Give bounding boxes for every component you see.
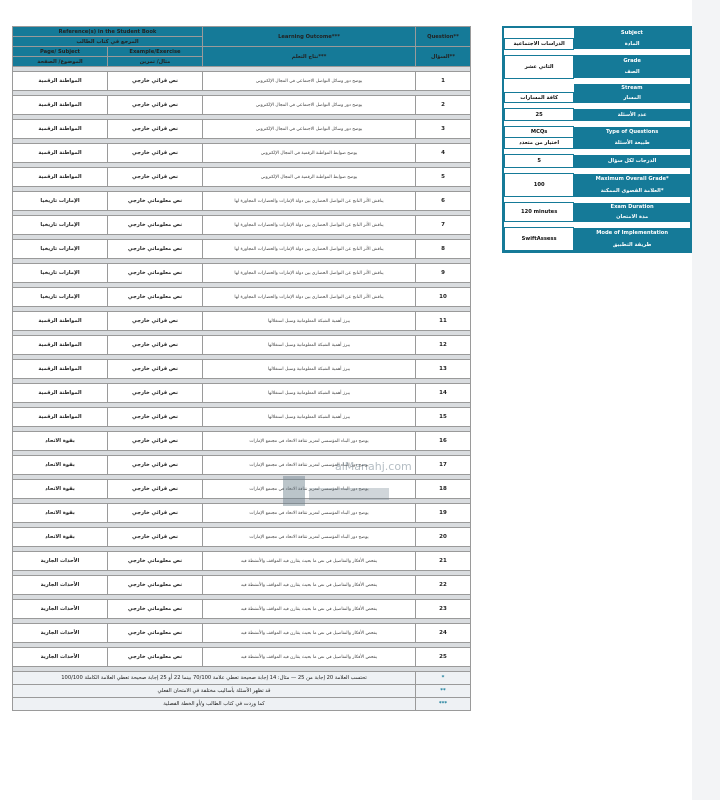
example-header-ar: مثال/ تمرين	[108, 57, 203, 67]
row-learning-outcome: يناقش الأثر الناتج عن التواصل الحضاري بين دولة الإمارات والحضارات المجاورة لها	[203, 240, 416, 259]
row-example: نص معلوماتي خارجي	[108, 192, 203, 211]
table-row	[13, 456, 471, 475]
duration-label-ar: مدة الامتحان	[574, 212, 690, 222]
row-example: نص قرائي خارجي	[108, 528, 203, 547]
row-learning-outcome: يبرز أهمية الشبكة المعلوماتية وسبل استغلالها	[203, 336, 416, 355]
row-subject: الإمارات تاريخيا	[13, 192, 108, 211]
exam-structure-sheet	[12, 26, 470, 711]
row-question-number: 14	[416, 384, 471, 403]
row-question-number: 17	[416, 456, 471, 475]
row-subject: الأحداث الجارية	[13, 600, 108, 619]
table-row	[13, 96, 471, 115]
row-subject: بقوة الاتحاد	[13, 480, 108, 499]
subject-label-ar: المادة	[574, 38, 690, 49]
max-grade-value: 100	[505, 174, 574, 197]
row-question-number: 18	[416, 480, 471, 499]
exam-info-table	[504, 28, 690, 251]
mode-value: SwiftAssess	[505, 228, 574, 251]
row-question-number: 24	[416, 624, 471, 643]
row-subject: المواطنة الرقمية	[13, 96, 108, 115]
row-example: نص قرائي خارجي	[108, 360, 203, 379]
table-row	[13, 120, 471, 139]
table-row	[13, 312, 471, 331]
footnote-row	[13, 698, 471, 711]
row-subject: المواطنة الرقمية	[13, 72, 108, 91]
table-row	[13, 600, 471, 619]
row-question-number: 22	[416, 576, 471, 595]
grade-label-en: Grade	[574, 55, 690, 67]
row-example: نص معلوماتي خارجي	[108, 576, 203, 595]
row-question-number: 3	[416, 120, 471, 139]
row-learning-outcome: يناقش الأثر الناتج عن التواصل الحضاري بين دولة الإمارات والحضارات المجاورة لها	[203, 288, 416, 307]
row-learning-outcome: يبرز أهمية الشبكة المعلوماتية وسبل استغلالها	[203, 360, 416, 379]
row-question-number: 7	[416, 216, 471, 235]
table-row	[13, 72, 471, 91]
row-question-number: 15	[416, 408, 471, 427]
row-example: نص قرائي خارجي	[108, 120, 203, 139]
row-example: نص معلوماتي خارجي	[108, 264, 203, 283]
row-learning-outcome: يناقش الأثر الناتج عن التواصل الحضاري بين دولة الإمارات والحضارات المجاورة لها	[203, 216, 416, 235]
exam-structure-table	[12, 26, 471, 711]
question-header-ar: السؤال**	[416, 47, 471, 67]
footnote-mark: ***	[416, 698, 471, 711]
subject-value: الدراسات الاجتماعية	[505, 38, 574, 49]
table-row	[13, 168, 471, 187]
marks-per-question-label-ar: الدرجات لكل سؤال	[574, 155, 690, 168]
type-label-en: Type of Questions	[574, 127, 690, 138]
row-subject: المواطنة الرقمية	[13, 312, 108, 331]
footnote-mark: **	[416, 685, 471, 698]
row-example: نص معلوماتي خارجي	[108, 288, 203, 307]
duration-label-en: Exam Duration	[574, 203, 690, 213]
row-learning-outcome: يفحص الأفكار والتفاصيل في نص ما بحيث يقارن فيه المواقف والأنشطة فيه	[203, 600, 416, 619]
row-subject: بقوة الاتحاد	[13, 504, 108, 523]
row-question-number: 4	[416, 144, 471, 163]
page-scrollbar[interactable]	[692, 0, 720, 800]
max-grade-label-ar: العلامة القصوى الممكنة*	[574, 185, 690, 197]
row-subject: المواطنة الرقمية	[13, 336, 108, 355]
row-example: نص قرائي خارجي	[108, 72, 203, 91]
table-row	[13, 528, 471, 547]
row-question-number: 9	[416, 264, 471, 283]
footnote-text: تحتسب العلامة 20 إجابة من 25 — مثال: 14 إجابة صحيحة تعطي علامة 70/100 بينما 22 أو 25 إجابة صحيحة تعطي العلامة الكاملة 100/100	[13, 672, 416, 685]
footnote-text: كما وردت في كتاب الطالب و/أو الخطة الفصلية	[13, 698, 416, 711]
table-row	[13, 408, 471, 427]
table-row	[13, 552, 471, 571]
footnote-row	[13, 672, 471, 685]
row-learning-outcome: يناقش الأثر الناتج عن التواصل الحضاري بين دولة الإمارات والحضارات المجاورة لها	[203, 264, 416, 283]
row-example: نص قرائي خارجي	[108, 384, 203, 403]
row-question-number: 5	[416, 168, 471, 187]
table-row	[13, 480, 471, 499]
row-example: نص قرائي خارجي	[108, 168, 203, 187]
stream-value: كافة المسارات	[505, 93, 574, 103]
num-questions-value: 25	[505, 109, 574, 121]
row-learning-outcome: يفحص الأفكار والتفاصيل في نص ما بحيث يقارن فيه المواقف والأنشطة فيه	[203, 552, 416, 571]
marks-per-question-value: 5	[505, 155, 574, 168]
row-learning-outcome: يفحص الأفكار والتفاصيل في نص ما بحيث يقارن فيه المواقف والأنشطة فيه	[203, 624, 416, 643]
row-example: نص قرائي خارجي	[108, 312, 203, 331]
row-subject: الإمارات تاريخيا	[13, 264, 108, 283]
row-example: نص قرائي خارجي	[108, 408, 203, 427]
row-subject: الإمارات تاريخيا	[13, 216, 108, 235]
table-row	[13, 432, 471, 451]
row-subject: المواطنة الرقمية	[13, 144, 108, 163]
question-header-en: Question**	[416, 27, 471, 47]
table-row	[13, 576, 471, 595]
exam-info-panel	[502, 26, 692, 253]
row-subject: المواطنة الرقمية	[13, 384, 108, 403]
row-learning-outcome: يوضح دور وسائل التواصل الاجتماعي في المجال الإلكتروني	[203, 72, 416, 91]
row-learning-outcome: يوضح ضوابط المواطنة الرقمية في المجال الإلكتروني	[203, 168, 416, 187]
footnote-text: قد تظهر الأسئلة بأساليب مختلفة في الامتحان الفعلي	[13, 685, 416, 698]
row-subject: الإمارات تاريخيا	[13, 288, 108, 307]
row-learning-outcome: يوضح دور البناء المؤسسي لتعزيز ثقافة الاتحاد في مجتمع الإمارات	[203, 504, 416, 523]
row-question-number: 11	[416, 312, 471, 331]
row-example: نص معلوماتي خارجي	[108, 552, 203, 571]
table-row	[13, 264, 471, 283]
duration-value: 120 minutes	[505, 203, 574, 222]
row-learning-outcome: يوضح دور وسائل التواصل الاجتماعي في المجال الإلكتروني	[203, 120, 416, 139]
row-learning-outcome: يوضح دور البناء المؤسسي لتعزيز ثقافة الاتحاد في مجتمع الإمارات	[203, 432, 416, 451]
type-value-en: MCQs	[505, 127, 574, 138]
row-subject: الأحداث الجارية	[13, 624, 108, 643]
row-question-number: 10	[416, 288, 471, 307]
row-subject: بقوة الاتحاد	[13, 528, 108, 547]
row-learning-outcome: يبرز أهمية الشبكة المعلوماتية وسبل استغلالها	[203, 312, 416, 331]
max-grade-label-en: Maximum Overall Grade*	[574, 174, 690, 186]
row-question-number: 13	[416, 360, 471, 379]
row-example: نص قرائي خارجي	[108, 96, 203, 115]
row-subject: المواطنة الرقمية	[13, 360, 108, 379]
row-learning-outcome: يوضح دور البناء المؤسسي لتعزيز ثقافة الاتحاد في مجتمع الإمارات	[203, 456, 416, 475]
row-subject: المواطنة الرقمية	[13, 120, 108, 139]
row-example: نص قرائي خارجي	[108, 480, 203, 499]
learning-outcome-header-ar: نتاج التعلم***	[203, 47, 416, 67]
type-label-ar: طبيعة الأسئلة	[574, 138, 690, 149]
row-question-number: 19	[416, 504, 471, 523]
table-row	[13, 648, 471, 667]
mode-label-en: Mode of Implementation	[574, 228, 690, 240]
table-row	[13, 336, 471, 355]
references-header-en: Reference(s) in the Student Book	[13, 27, 203, 37]
watermark-text: alManahj.com	[335, 460, 412, 473]
subject-label-en: Subject	[574, 28, 690, 38]
row-question-number: 12	[416, 336, 471, 355]
row-learning-outcome: يفحص الأفكار والتفاصيل في نص ما بحيث يقارن فيه المواقف والأنشطة فيه	[203, 576, 416, 595]
num-questions-label-ar: عدد الأسئلة	[574, 109, 690, 121]
table-row	[13, 240, 471, 259]
table-row	[13, 504, 471, 523]
row-learning-outcome: يبرز أهمية الشبكة المعلوماتية وسبل استغلالها	[203, 384, 416, 403]
row-subject: الأحداث الجارية	[13, 552, 108, 571]
table-row	[13, 624, 471, 643]
page-subject-header-ar: الموضوع/ الصفحة	[13, 57, 108, 67]
references-header-ar: المرجع في كتاب الطالب	[13, 37, 203, 47]
row-learning-outcome: يوضح دور وسائل التواصل الاجتماعي في المجال الإلكتروني	[203, 96, 416, 115]
row-example: نص معلوماتي خارجي	[108, 216, 203, 235]
footnote-row	[13, 685, 471, 698]
row-question-number: 2	[416, 96, 471, 115]
page-subject-header-en: Page/ Subject	[13, 47, 108, 57]
table-row	[13, 288, 471, 307]
row-subject: الأحداث الجارية	[13, 648, 108, 667]
row-example: نص قرائي خارجي	[108, 504, 203, 523]
row-example: نص معلوماتي خارجي	[108, 648, 203, 667]
table-row	[13, 384, 471, 403]
row-question-number: 25	[416, 648, 471, 667]
row-example: نص معلوماتي خارجي	[108, 240, 203, 259]
row-subject: بقوة الاتحاد	[13, 456, 108, 475]
table-header-row-3	[13, 47, 471, 57]
row-subject: المواطنة الرقمية	[13, 408, 108, 427]
grade-label-ar: الصف	[574, 67, 690, 79]
row-example: نص معلوماتي خارجي	[108, 624, 203, 643]
row-learning-outcome: يناقش الأثر الناتج عن التواصل الحضاري بين دولة الإمارات والحضارات المجاورة لها	[203, 192, 416, 211]
row-question-number: 23	[416, 600, 471, 619]
footnote-mark: *	[416, 672, 471, 685]
row-learning-outcome: يوضح ضوابط المواطنة الرقمية في المجال الإلكتروني	[203, 144, 416, 163]
row-example: نص معلوماتي خارجي	[108, 600, 203, 619]
row-subject: الإمارات تاريخيا	[13, 240, 108, 259]
row-subject: الأحداث الجارية	[13, 576, 108, 595]
learning-outcome-header-en: Learning Outcome***	[203, 27, 416, 47]
stream-label-en: Stream	[574, 84, 690, 93]
row-example: نص قرائي خارجي	[108, 144, 203, 163]
stream-label-ar: المسار	[574, 93, 690, 103]
row-example: نص قرائي خارجي	[108, 336, 203, 355]
row-example: نص قرائي خارجي	[108, 456, 203, 475]
row-subject: المواطنة الرقمية	[13, 168, 108, 187]
row-example: نص قرائي خارجي	[108, 432, 203, 451]
row-learning-outcome: يوضح دور البناء المؤسسي لتعزيز ثقافة الاتحاد في مجتمع الإمارات	[203, 480, 416, 499]
row-question-number: 20	[416, 528, 471, 547]
row-question-number: 21	[416, 552, 471, 571]
row-learning-outcome: يوضح دور البناء المؤسسي لتعزيز ثقافة الاتحاد في مجتمع الإمارات	[203, 528, 416, 547]
mode-label-ar: طريقة التطبيق	[574, 239, 690, 251]
row-learning-outcome: يفحص الأفكار والتفاصيل في نص ما بحيث يقارن فيه المواقف والأنشطة فيه	[203, 648, 416, 667]
row-question-number: 6	[416, 192, 471, 211]
grade-value: الثاني عشر	[505, 55, 574, 78]
row-question-number: 16	[416, 432, 471, 451]
table-row	[13, 144, 471, 163]
table-row	[13, 192, 471, 211]
row-learning-outcome: يبرز أهمية الشبكة المعلوماتية وسبل استغلالها	[203, 408, 416, 427]
row-question-number: 8	[416, 240, 471, 259]
table-row	[13, 216, 471, 235]
type-value-ar: اختيار من متعدد	[505, 138, 574, 149]
table-row	[13, 360, 471, 379]
row-question-number: 1	[416, 72, 471, 91]
row-subject: بقوة الاتحاد	[13, 432, 108, 451]
example-header-en: Example/Exercise	[108, 47, 203, 57]
table-header-row-1	[13, 27, 471, 37]
